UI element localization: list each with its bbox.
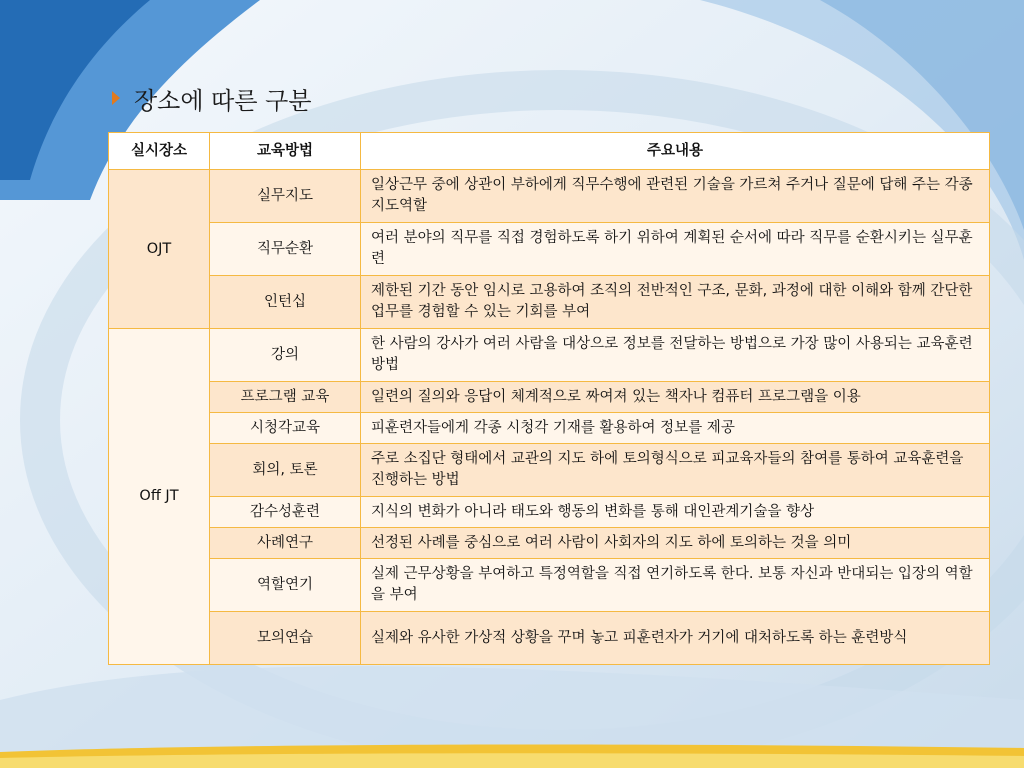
location-cell-offjt: Off JT — [109, 329, 210, 665]
table-row — [109, 413, 990, 444]
training-table-container — [108, 132, 989, 665]
slide-title-row — [112, 82, 312, 114]
content-cell: 일련의 질의와 응답이 체계적으로 짜여져 있는 책자나 컴퓨터 프로그램을 이용 — [361, 382, 990, 413]
content-cell: 제한된 기간 동안 임시로 고용하여 조직의 전반적인 구조, 문화, 과정에 대한 이해와 함께 간단한 업무를 경험할 수 있는 기회를 부여 — [361, 276, 990, 329]
method-cell: 사례연구 — [210, 528, 361, 559]
content-cell: 일상근무 중에 상관이 부하에게 직무수행에 관련된 기술을 가르쳐 주거나 질문에 답해 주는 각종 지도역할 — [361, 170, 990, 223]
method-cell: 프로그램 교육 — [210, 382, 361, 413]
table-row — [109, 382, 990, 413]
table-row — [109, 223, 990, 276]
content-cell: 실제 근무상황을 부여하고 특정역할을 직접 연기하도록 한다. 보통 자신과 반대되는 입장의 역할을 부여 — [361, 559, 990, 612]
method-cell: 시청각교육 — [210, 413, 361, 444]
table-row — [109, 329, 990, 382]
bottom-band-decoration — [0, 742, 1024, 768]
table-row — [109, 170, 990, 223]
table-row — [109, 559, 990, 612]
table-row — [109, 444, 990, 497]
method-cell: 직무순환 — [210, 223, 361, 276]
table-row — [109, 528, 990, 559]
content-cell: 여러 분야의 직무를 직접 경험하도록 하기 위하여 계획된 순서에 따라 직무를 순환시키는 실무훈련 — [361, 223, 990, 276]
table-row — [109, 497, 990, 528]
training-methods-table — [108, 132, 990, 665]
method-cell: 회의, 토론 — [210, 444, 361, 497]
arrow-bullet-icon — [112, 91, 120, 105]
content-cell: 선정된 사례를 중심으로 여러 사람이 사회자의 지도 하에 토의하는 것을 의미 — [361, 528, 990, 559]
content-cell: 피훈련자들에게 각종 시청각 기재를 활용하여 정보를 제공 — [361, 413, 990, 444]
location-cell-ojt: OJT — [109, 170, 210, 329]
content-cell: 지식의 변화가 아니라 태도와 행동의 변화를 통해 대인관계기술을 향상 — [361, 497, 990, 528]
header-method: 교육방법 — [210, 133, 361, 170]
content-cell: 한 사람의 강사가 여러 사람을 대상으로 정보를 전달하는 방법으로 가장 많이 사용되는 교육훈련 방법 — [361, 329, 990, 382]
method-cell: 인턴십 — [210, 276, 361, 329]
method-cell: 역할연기 — [210, 559, 361, 612]
content-cell: 실제와 유사한 가상적 상황을 꾸며 놓고 피훈련자가 거기에 대처하도록 하는 훈련방식 — [361, 612, 990, 665]
table-row — [109, 612, 990, 665]
method-cell: 감수성훈련 — [210, 497, 361, 528]
method-cell: 강의 — [210, 329, 361, 382]
table-row — [109, 276, 990, 329]
header-location: 실시장소 — [109, 133, 210, 170]
table-header-row — [109, 133, 990, 170]
header-content: 주요내용 — [361, 133, 990, 170]
method-cell: 모의연습 — [210, 612, 361, 665]
method-cell: 실무지도 — [210, 170, 361, 223]
content-cell: 주로 소집단 형태에서 교관의 지도 하에 토의형식으로 피교육자들의 참여를 통하여 교육훈련을 진행하는 방법 — [361, 444, 990, 497]
slide-title: 장소에 따른 구분 — [134, 86, 312, 115]
